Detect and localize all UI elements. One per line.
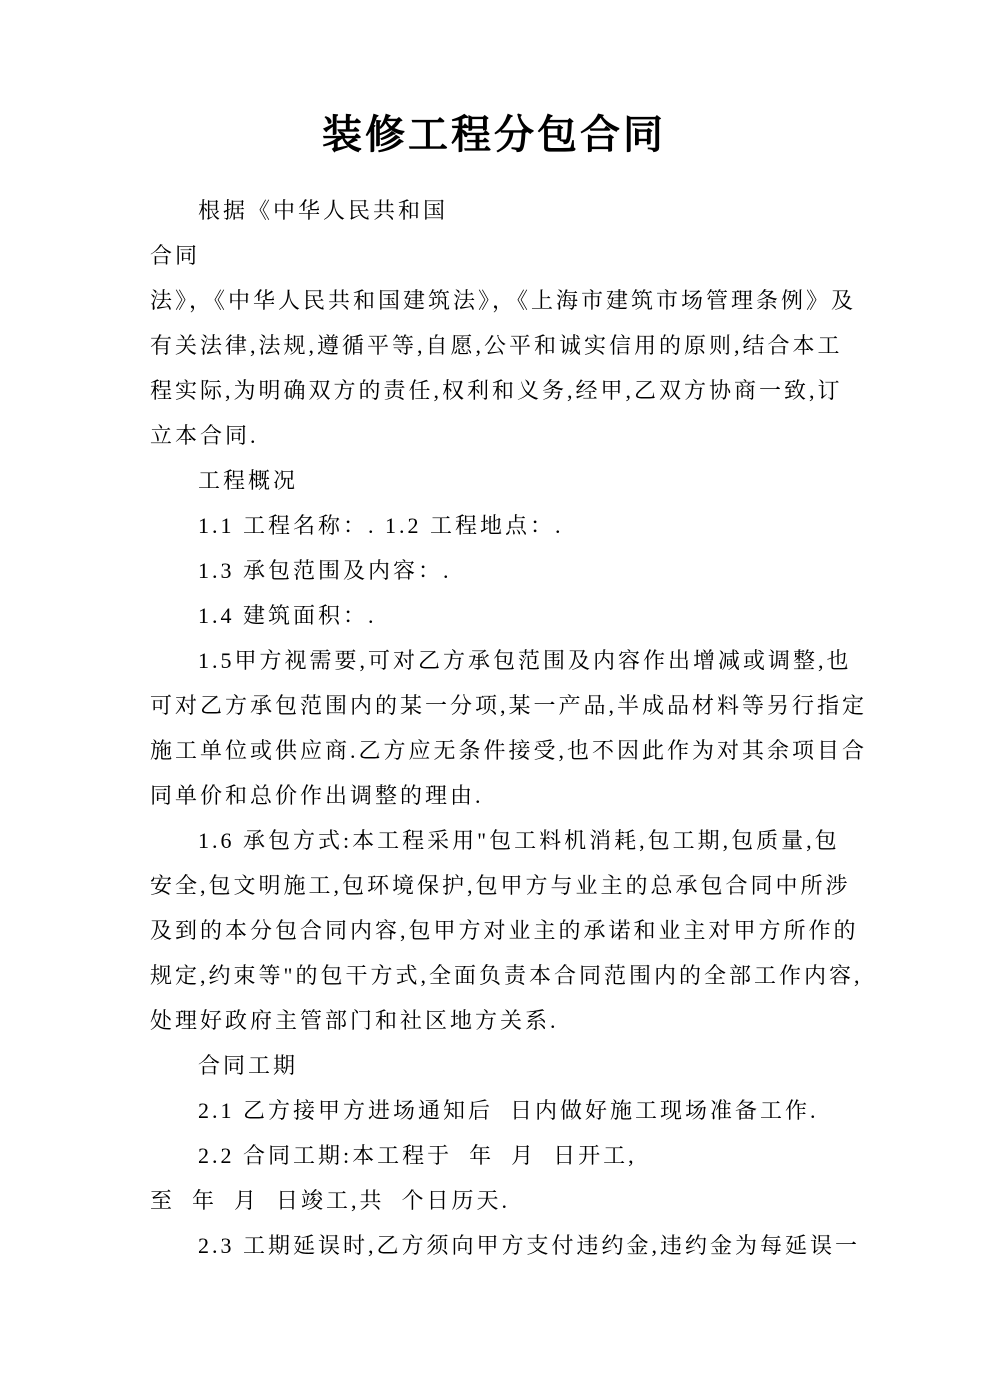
contract-line: 根据《中华人民共和国 [198,198,449,223]
contract-line: 2.1 乙方接甲方进场通知后 日内做好施工现场准备工作. [198,1098,819,1123]
contract-line: 规定,约束等"的包干方式,全面负责本合同范围内的全部工作内容, [150,963,863,988]
contract-line: 2.3 工期延误时,乙方须向甲方支付违约金,违约金为每延误一 [198,1233,861,1258]
contract-line: 1.5甲方视需要,可对乙方承包范围及内容作出增减或调整,也 [198,648,852,673]
contract-line: 至 年 月 日竣工,共 个日历天. [150,1188,511,1213]
contract-line: 立本合同. [150,423,259,448]
contract-line: 可对乙方承包范围内的某一分项,某一产品,半成品材料等另行指定 [150,693,868,718]
contract-line: 工程概况 [198,468,299,493]
contract-line: 合同工期 [198,1053,299,1078]
contract-line: 2.2 合同工期:本工程于 年 月 日开工, [198,1143,637,1168]
contract-line: 同单价和总价作出调整的理由. [150,783,484,808]
contract-line: 及到的本分包合同内容,包甲方对业主的承诺和业主对甲方所作的 [150,918,859,943]
contract-line: 1.4 建筑面积：. [198,603,377,628]
contract-line: 1.6 承包方式:本工程采用"包工料机消耗,包工期,包质量,包 [198,828,840,853]
contract-line: 1.3 承包范围及内容：. [198,558,452,583]
contract-line: 法》，《中华人民共和国建筑法》，《上海市建筑市场管理条例》及 [150,288,857,313]
contract-line: 1.1 工程名称：. 1.2 工程地点：. [198,513,564,538]
contract-line: 程实际,为明确双方的责任,权利和义务,经甲,乙双方协商一致,订 [150,378,843,403]
contract-line: 安全,包文明施工,包环境保护,包甲方与业主的总承包合同中所涉 [150,873,851,898]
contract-line: 有关法律,法规,遵循平等,自愿,公平和诚实信用的原则,结合本工 [150,333,843,358]
document-title: 装修工程分包合同 [322,112,666,157]
contract-body [150,188,868,1268]
contract-line: 处理好政府主管部门和社区地方关系. [150,1008,559,1033]
contract-line: 合同 [150,243,201,268]
contract-line: 施工单位或供应商.乙方应无条件接受,也不因此作为对其余项目合 [150,738,868,763]
